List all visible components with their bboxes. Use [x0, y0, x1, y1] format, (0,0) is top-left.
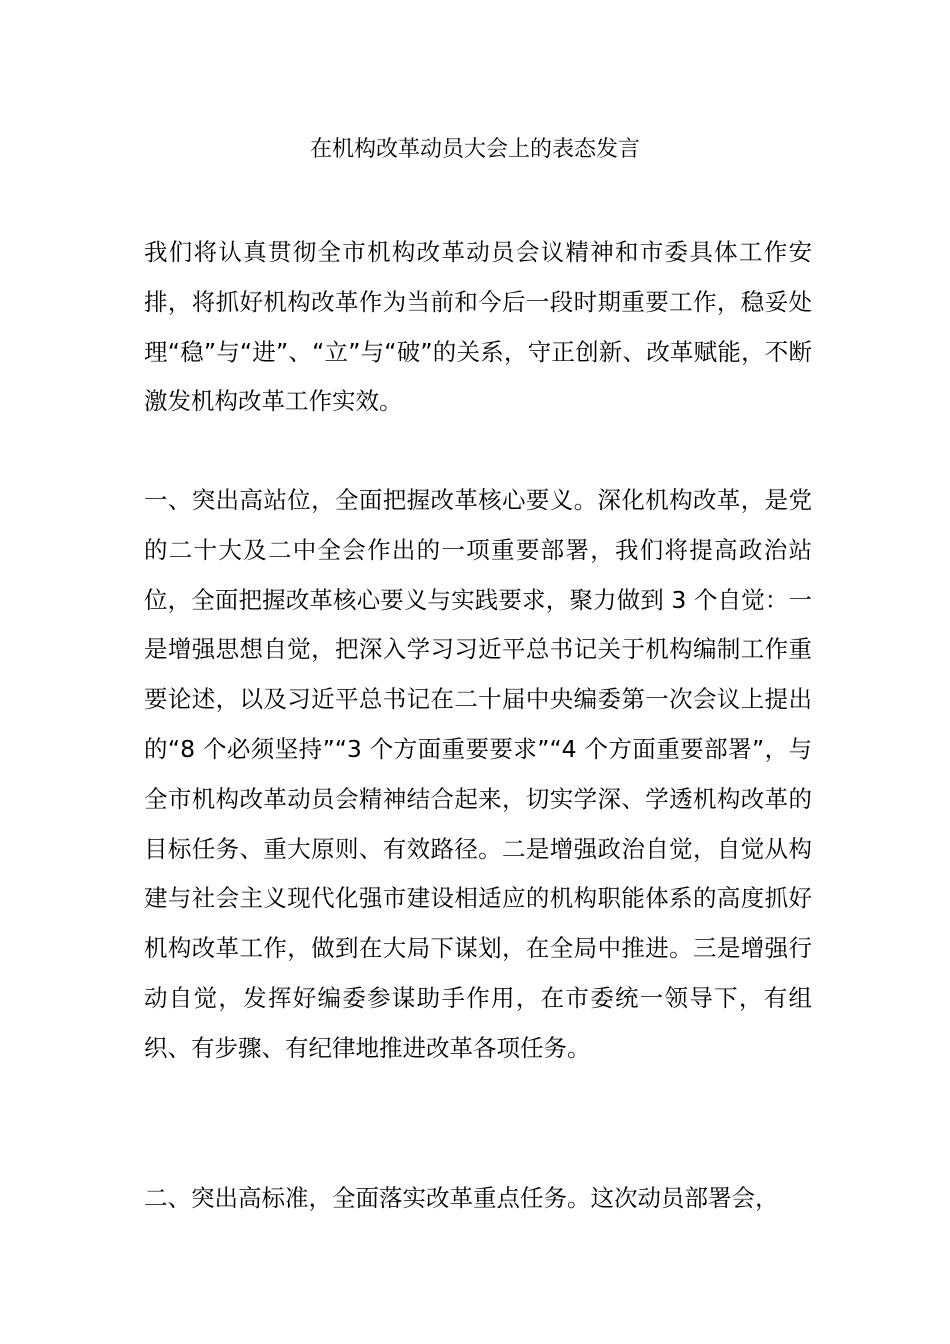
- paragraph-section-two: 二、突出高标准，全面落实改革重点任务。这次动员部署会，: [144, 1184, 779, 1212]
- paragraph-intro: 我们将认真贯彻全市机构改革动员会议精神和市委具体工作安排，将抓好机构改革作为当前和今后一段时期重要工作，稳妥处理“稳”与“进”、“立”与“破”的关系，守正创新、改革赋能，不断激发机构改革工作实效。: [144, 238, 812, 416]
- document-title: 在机构改革动员大会上的表态发言: [309, 137, 640, 162]
- paragraph-section-one: 一、突出高站位，全面把握改革核心要义。深化机构改革，是党的二十大及二中全会作出的一项重要部署，我们将提高政治站位，全面把握改革核心要义与实践要求，聚力做到 3 个自觉：一是增强思想自觉，把深入学习习近平总书记关于机构编制工作重要论述，以及习近平总书记在二十届中央编委第一次会议上提出的“8 个必须坚持”“3 个方面重要要求”“4 个方面重要部署”，与全市机构改革动员会精神结合起来，切实学深、学透机构改革的目标任务、重大原则、有效路径。二是增强政治自觉，自觉从构建与社会主义现代化强市建设相适应的机构职能体系的高度抓好机构改革工作，做到在大局下谋划，在全局中推进。三是增强行动自觉，发挥好编委参谋助手作用，在市委统一领导下，有组织、有步骤、有纪律地推进改革各项任务。: [144, 486, 812, 1062]
